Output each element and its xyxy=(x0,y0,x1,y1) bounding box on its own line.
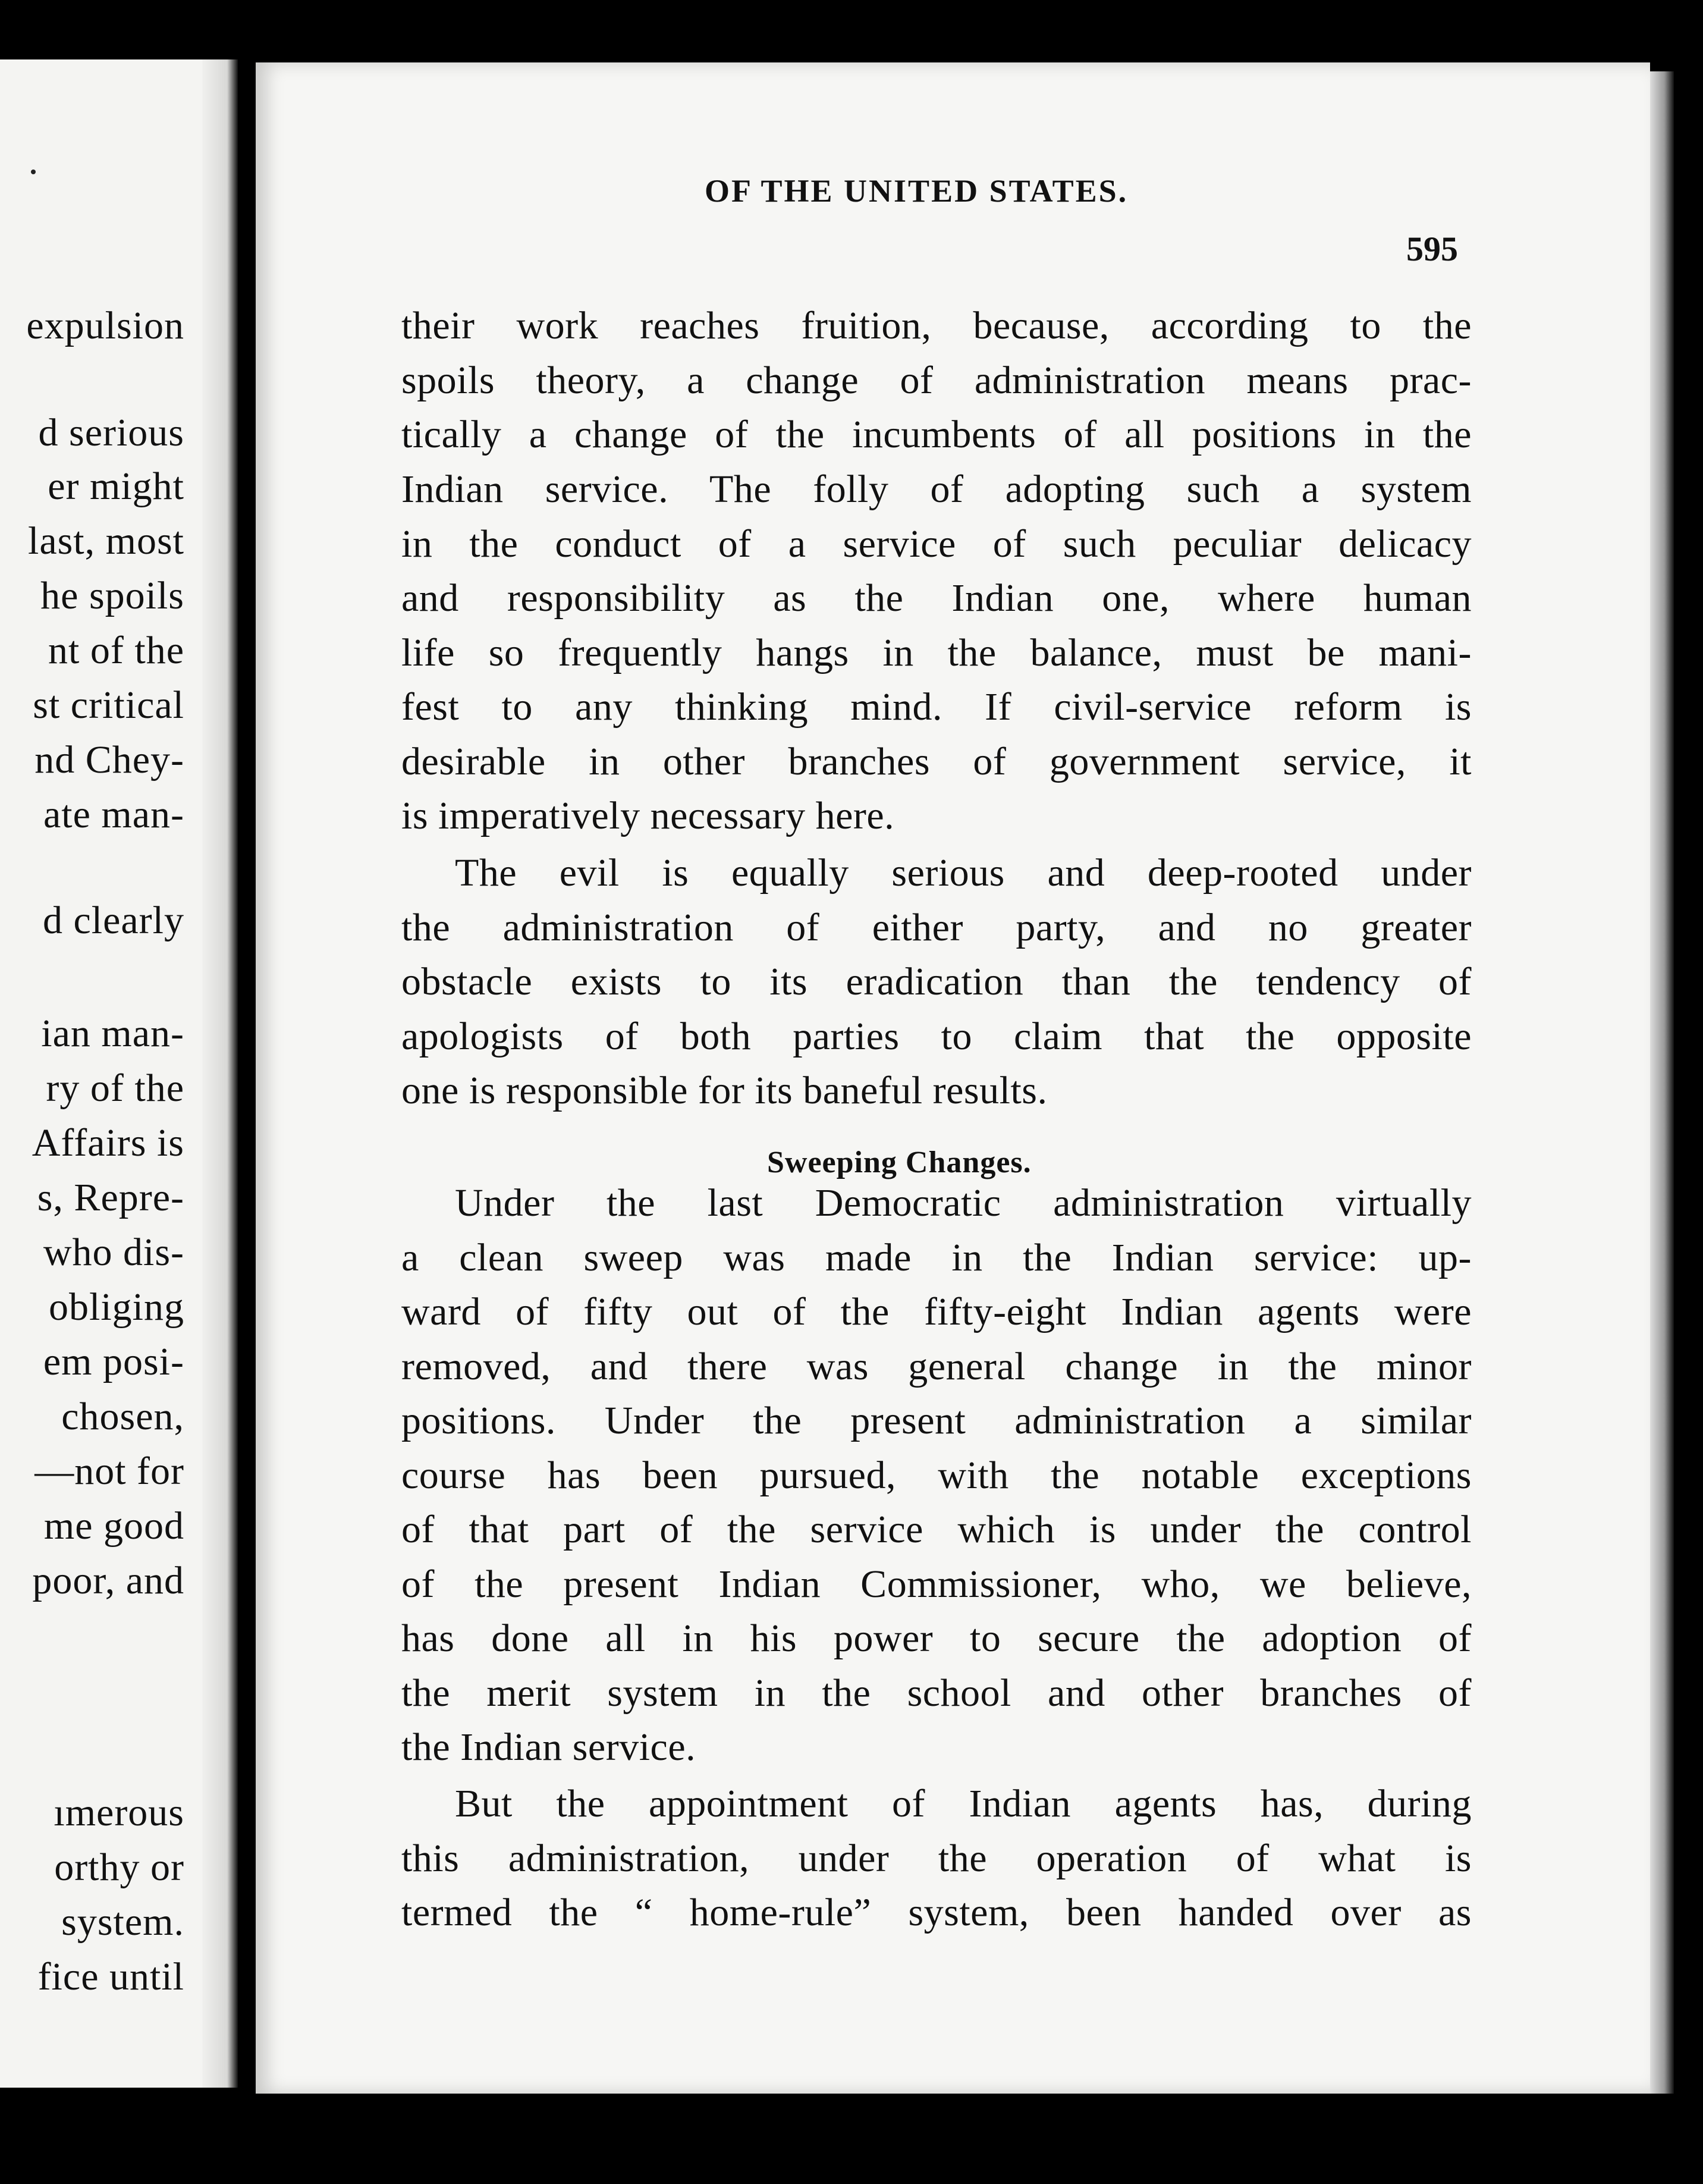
body-text-line: of that part of the service which is under the control xyxy=(401,1508,1472,1551)
left-fragment: nt of the xyxy=(48,629,184,672)
body-text-line: and responsibility as the Indian one, where human xyxy=(401,576,1472,620)
left-fragment: ımerous xyxy=(54,1791,184,1834)
body-text-line: has done all in his power to secure the adoption of xyxy=(401,1617,1472,1660)
body-text-line: Under the last Democratic administration virtually xyxy=(455,1181,1472,1225)
body-text-line: course has been pursued, with the notable exceptions xyxy=(401,1454,1472,1497)
left-fragment: Affairs is xyxy=(32,1121,184,1165)
body-text-line: the administration of either party, and no greater xyxy=(401,906,1472,949)
page-edge xyxy=(1650,71,1674,2094)
left-fragment: s, Repre- xyxy=(37,1176,184,1219)
page-number: 595 xyxy=(1406,230,1458,268)
left-fragment: er might xyxy=(48,465,184,508)
left-fragment: obliging xyxy=(48,1285,184,1329)
body-text-line: of the present Indian Commissioner, who, we believe, xyxy=(401,1562,1472,1606)
left-fragment: me good xyxy=(43,1504,184,1548)
body-text-line: their work reaches fruition, because, according to the xyxy=(401,304,1472,347)
body-text-line: termed the “ home-rule” system, been handed over as xyxy=(401,1891,1472,1934)
body-text-line: one is responsible for its baneful results. xyxy=(401,1069,1048,1112)
body-text-line: is imperatively necessary here. xyxy=(401,794,895,837)
body-text-line: fest to any thinking mind. If civil-service reform is xyxy=(401,685,1472,729)
body-text-line: life so frequently hangs in the balance, must be mani- xyxy=(401,631,1472,674)
left-fragment: chosen, xyxy=(61,1395,184,1438)
left-fragment: ate man- xyxy=(43,793,184,836)
ink-speck xyxy=(31,170,36,174)
body-text-line: the Indian service. xyxy=(401,1725,696,1769)
left-fragment: last, most xyxy=(27,519,184,563)
section-heading: Sweeping Changes. xyxy=(767,1146,1032,1179)
body-text-line: this administration, under the operation of what is xyxy=(401,1837,1472,1880)
left-fragment: d clearly xyxy=(42,899,184,942)
left-fragment: ian man- xyxy=(41,1012,184,1055)
left-fragment: —not for xyxy=(34,1449,184,1493)
left-fragment: he spoils xyxy=(40,574,184,617)
body-text-line: desirable in other branches of government service, it xyxy=(401,740,1472,783)
body-text-line: The evil is equally serious and deep-rooted under xyxy=(455,851,1472,895)
body-text-line: positions. Under the present administration a similar xyxy=(401,1399,1472,1442)
left-fragment: nd Chey- xyxy=(34,738,184,782)
left-fragment: st critical xyxy=(33,683,184,727)
body-text-line: But the appointment of Indian agents has, during xyxy=(455,1782,1472,1825)
running-header: OF THE UNITED STATES. xyxy=(705,173,1129,209)
left-fragment: orthy or xyxy=(54,1846,184,1889)
left-fragment: system. xyxy=(61,1900,184,1944)
left-fragment: ry of the xyxy=(46,1066,184,1110)
left-fragment: fice until xyxy=(37,1955,184,1998)
body-text-line: Indian service. The folly of adopting such a system xyxy=(401,467,1472,511)
body-text-line: apologists of both parties to claim that the opposite xyxy=(401,1015,1472,1058)
body-text-line: ward of fifty out of the fifty-eight Indian agents were xyxy=(401,1290,1472,1333)
left-fragment: em posi- xyxy=(43,1340,184,1383)
body-text-line: spoils theory, a change of administration means prac- xyxy=(401,359,1472,402)
left-fragment: who dis- xyxy=(43,1231,184,1274)
body-text-line: tically a change of the incumbents of all positions in the xyxy=(401,413,1472,456)
body-text-line: a clean sweep was made in the Indian service: up- xyxy=(401,1236,1472,1279)
gutter-shadow xyxy=(202,59,238,2088)
left-facing-page xyxy=(0,59,226,2088)
body-text-line: removed, and there was general change in the minor xyxy=(401,1345,1472,1388)
body-text-line: obstacle exists to its eradication than the tendency of xyxy=(401,960,1472,1003)
left-fragment: poor, and xyxy=(32,1559,184,1602)
left-fragment: d serious xyxy=(38,411,184,454)
left-fragment: expulsion xyxy=(26,304,184,347)
body-text-line: in the conduct of a service of such peculiar delicacy xyxy=(401,522,1472,566)
body-text-line: the merit system in the school and other branches of xyxy=(401,1671,1472,1715)
